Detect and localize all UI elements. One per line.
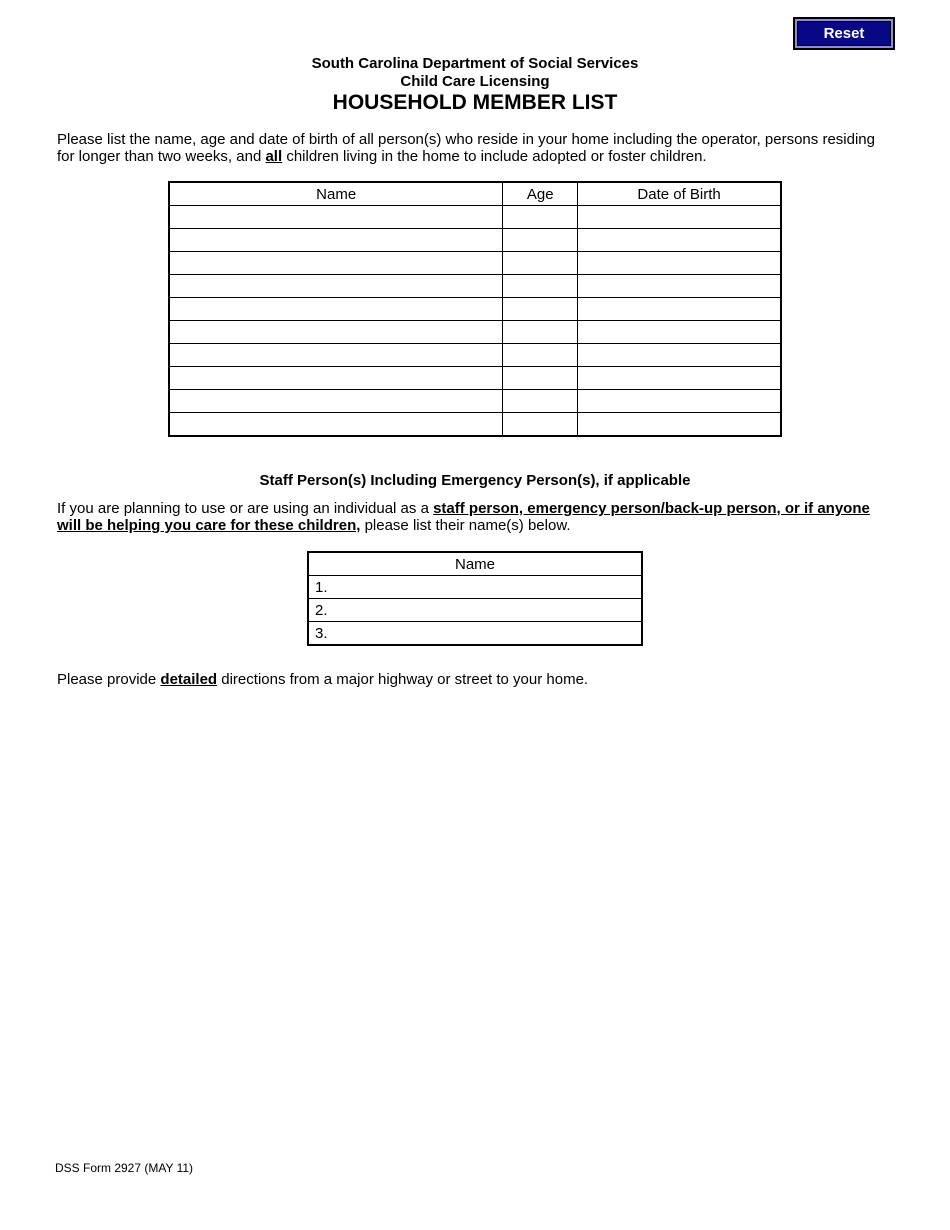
directions-text-1: Please provide: [57, 671, 161, 688]
column-header-dob: Date of Birth: [578, 182, 781, 206]
name-input[interactable]: [170, 229, 502, 251]
table-cell: [578, 206, 781, 229]
staff-text-2: please list their name(s) below.: [360, 517, 571, 534]
date-of-birth-input[interactable]: [578, 344, 780, 366]
date-of-birth-input[interactable]: [578, 275, 780, 297]
table-cell: [169, 321, 503, 344]
date-of-birth-input[interactable]: [578, 413, 780, 435]
staff-text-1: If you are planning to use or are using an individual as a: [57, 500, 434, 517]
table-row: [308, 599, 642, 622]
name-input[interactable]: [170, 206, 502, 228]
table-row: [308, 622, 642, 646]
table-row: [169, 367, 781, 390]
column-header-age: Age: [503, 182, 578, 206]
table-cell: [578, 229, 781, 252]
table-cell: [503, 390, 578, 413]
household-member-table: [168, 181, 782, 437]
table-cell: [503, 321, 578, 344]
division-name: Child Care Licensing: [400, 73, 550, 90]
table-cell: [169, 367, 503, 390]
table-row: [169, 275, 781, 298]
table-cell: [578, 321, 781, 344]
staff-emphasis: staff person, emergency person/back-up person, or if anyone will be helping you care for these children,: [57, 500, 870, 534]
name-input[interactable]: [170, 390, 502, 412]
table-row: [169, 229, 781, 252]
staff-person-table: [307, 551, 643, 646]
age-input[interactable]: [503, 390, 577, 412]
staff-cell: [308, 599, 642, 622]
table-cell: [503, 229, 578, 252]
table-cell: [169, 344, 503, 367]
table-cell: [503, 413, 578, 437]
household-header-row: [169, 182, 781, 206]
name-input[interactable]: [170, 413, 502, 435]
intro-text-2: children living in the home to include adopted or foster children.: [282, 148, 707, 165]
date-of-birth-input[interactable]: [578, 298, 780, 320]
table-cell: [169, 252, 503, 275]
date-of-birth-input[interactable]: [578, 229, 780, 251]
table-cell: [503, 344, 578, 367]
staff-name-input[interactable]: [328, 625, 626, 641]
staff-column-header-name: Name: [308, 552, 642, 576]
reset-button[interactable]: Reset: [793, 17, 895, 50]
table-row: [169, 252, 781, 275]
directions-emphasis: detailed: [160, 671, 218, 688]
age-input[interactable]: [503, 298, 577, 320]
table-cell: [503, 275, 578, 298]
name-input[interactable]: [170, 344, 502, 366]
age-input[interactable]: [503, 367, 577, 389]
table-row: [308, 576, 642, 599]
staff-row-number: 3.: [315, 624, 328, 642]
table-cell: [503, 298, 578, 321]
table-cell: [169, 390, 503, 413]
staff-cell: [308, 576, 642, 599]
name-input[interactable]: [170, 252, 502, 274]
table-row: [169, 390, 781, 413]
table-row: [169, 298, 781, 321]
staff-section-title: Staff Person(s) Including Emergency Person(s), if applicable: [259, 472, 691, 489]
intro-emphasis: all: [265, 148, 283, 165]
table-cell: [578, 413, 781, 437]
date-of-birth-input[interactable]: [578, 252, 780, 274]
table-cell: [578, 390, 781, 413]
intro-paragraph: [57, 131, 877, 165]
table-cell: [503, 206, 578, 229]
staff-row-number: 1.: [315, 578, 328, 596]
column-header-name: Name: [169, 182, 503, 206]
table-cell: [578, 252, 781, 275]
date-of-birth-input[interactable]: [578, 206, 780, 228]
table-cell: [503, 367, 578, 390]
staff-header-row: [308, 552, 642, 576]
directions-text-2: directions from a major highway or street to your home.: [217, 671, 589, 688]
name-input[interactable]: [170, 321, 502, 343]
staff-name-input[interactable]: [328, 579, 626, 595]
age-input[interactable]: [503, 344, 577, 366]
staff-row-number: 2.: [315, 601, 328, 619]
name-input[interactable]: [170, 367, 502, 389]
age-input[interactable]: [503, 206, 577, 228]
table-cell: [169, 275, 503, 298]
age-input[interactable]: [503, 413, 577, 435]
page-title: HOUSEHOLD MEMBER LIST: [332, 91, 618, 114]
age-input[interactable]: [503, 275, 577, 297]
date-of-birth-input[interactable]: [578, 367, 780, 389]
table-cell: [169, 298, 503, 321]
table-cell: [169, 206, 503, 229]
table-cell: [169, 413, 503, 437]
table-cell: [578, 367, 781, 390]
intro-text-1: Please list the name, age and date of birth of all person(s) who reside in your home including the operator, persons residing for longer than two weeks, and: [57, 131, 875, 165]
table-cell: [578, 298, 781, 321]
table-cell: [503, 252, 578, 275]
name-input[interactable]: [170, 298, 502, 320]
table-row: [169, 413, 781, 437]
table-row: [169, 206, 781, 229]
age-input[interactable]: [503, 229, 577, 251]
date-of-birth-input[interactable]: [578, 321, 780, 343]
staff-cell: [308, 622, 642, 646]
name-input[interactable]: [170, 275, 502, 297]
table-cell: [169, 229, 503, 252]
table-row: [169, 344, 781, 367]
staff-paragraph: [57, 500, 877, 534]
age-input[interactable]: [503, 321, 577, 343]
staff-name-input[interactable]: [328, 602, 626, 618]
date-of-birth-input[interactable]: [578, 390, 780, 412]
table-cell: [578, 344, 781, 367]
table-cell: [578, 275, 781, 298]
age-input[interactable]: [503, 252, 577, 274]
department-name: South Carolina Department of Social Services: [311, 55, 639, 72]
directions-paragraph: [57, 671, 877, 688]
form-id: DSS Form 2927 (MAY 11): [55, 1161, 194, 1175]
table-row: [169, 321, 781, 344]
